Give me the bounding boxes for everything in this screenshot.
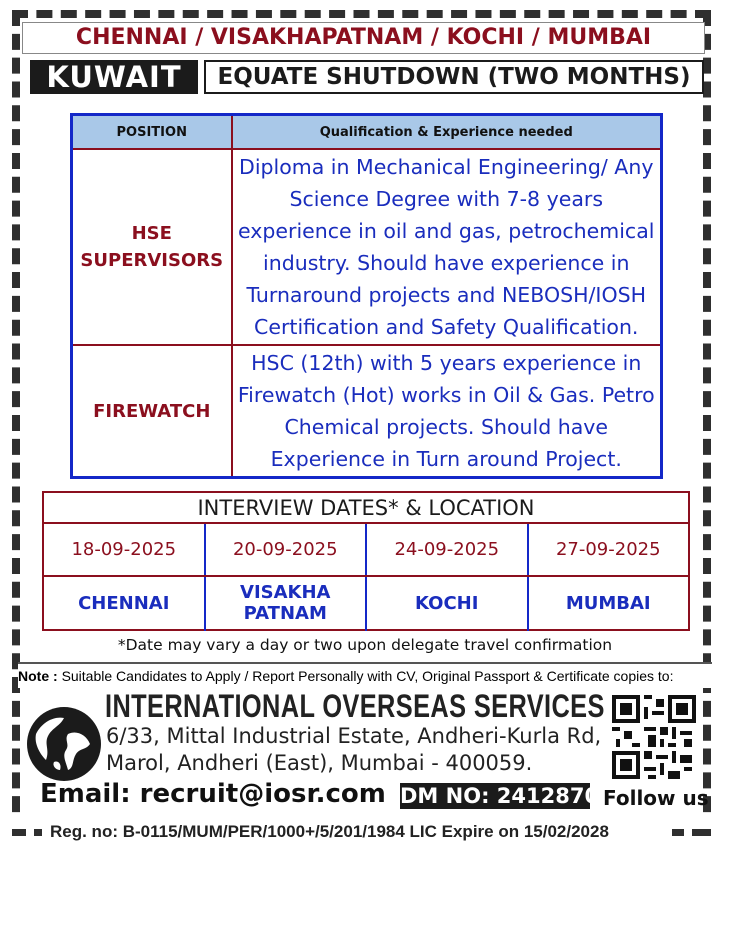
city-name: VISAKHA [240,582,331,603]
position-cell [72,149,232,345]
interview-dates-row [43,523,689,576]
address-line: 6/33, Mittal Industrial Estate, Andheri-Kurla Rd, [106,724,602,748]
city-name: CHENNAI [78,592,170,614]
interview-city [528,576,690,630]
city-name: MUMBAI [565,592,651,614]
interview-city [366,576,528,630]
company-name: INTERNATIONAL OVERSEAS SERVICES [105,688,605,724]
follow-us-label[interactable]: Follow us [603,786,709,810]
country-badge: KUWAIT [30,60,198,94]
city-name: KOCHI [415,592,479,614]
table-row [72,149,662,345]
city-name: PATNAM [243,603,327,624]
border-dash [692,829,711,836]
border-dash [12,829,26,836]
city-banner: CHENNAI / VISAKHAPATNAM / KOCHI / MUMBAI [22,22,705,54]
interview-city [43,576,205,630]
interview-table [42,491,690,631]
position-name-line: HSE [131,223,172,244]
column-header-position: POSITION [72,115,232,150]
interview-date: 20-09-2025 [205,523,367,576]
positions-table [70,113,663,479]
note-bar [18,662,712,688]
project-title: EQUATE SHUTDOWN (TWO MONTHS) [204,60,704,94]
date-footnote: *Date may vary a day or two upon delegate travel confirmation [117,636,613,654]
dm-number-badge: DM NO: 2412870 [400,784,600,808]
registration-text: Reg. no: B-0115/MUM/PER/1000+/5/201/1984 LIC Expire on 15/02/2028 [50,822,609,841]
table-row [72,345,662,478]
globe-logo-icon [24,704,104,784]
position-name-line: SUPERVISORS [80,250,224,271]
interview-city [205,576,367,630]
interview-title-row [43,492,689,523]
border-dash [34,829,42,836]
email-link[interactable]: Email: recruit@iosr.com [40,779,386,809]
interview-cities-row [43,576,689,630]
border-dash [672,829,684,836]
address-line: Marol, Andheri (East), Mumbai - 400059. [106,751,533,775]
qualification-cell: HSC (12th) with 5 years experience in Firewatch (Hot) works in Oil & Gas. Petro Chemical projects. Should have Experience in Turn around Project. [237,351,655,471]
interview-date: 24-09-2025 [366,523,528,576]
qualification-cell: Diploma in Mechanical Engineering/ Any Science Degree with 7-8 years experience in oil and gas, petrochemical industry. Should have experience in Turnaround projects and NEBOSH/IOSH Certification and Safety Qualification. [232,149,662,345]
note-text: Suitable Candidates to Apply / Report Personally with CV, Original Passport & Certificate copies to: [61,668,674,684]
interview-title: INTERVIEW DATES* & LOCATION [43,492,689,523]
qr-code-icon[interactable] [612,695,696,779]
position-cell: FIREWATCH [72,345,232,478]
table-header-row [72,115,662,150]
column-header-qualification: Qualification & Experience needed [232,115,662,150]
note-label: Note : [18,668,58,684]
interview-date: 18-09-2025 [43,523,205,576]
interview-date: 27-09-2025 [528,523,690,576]
